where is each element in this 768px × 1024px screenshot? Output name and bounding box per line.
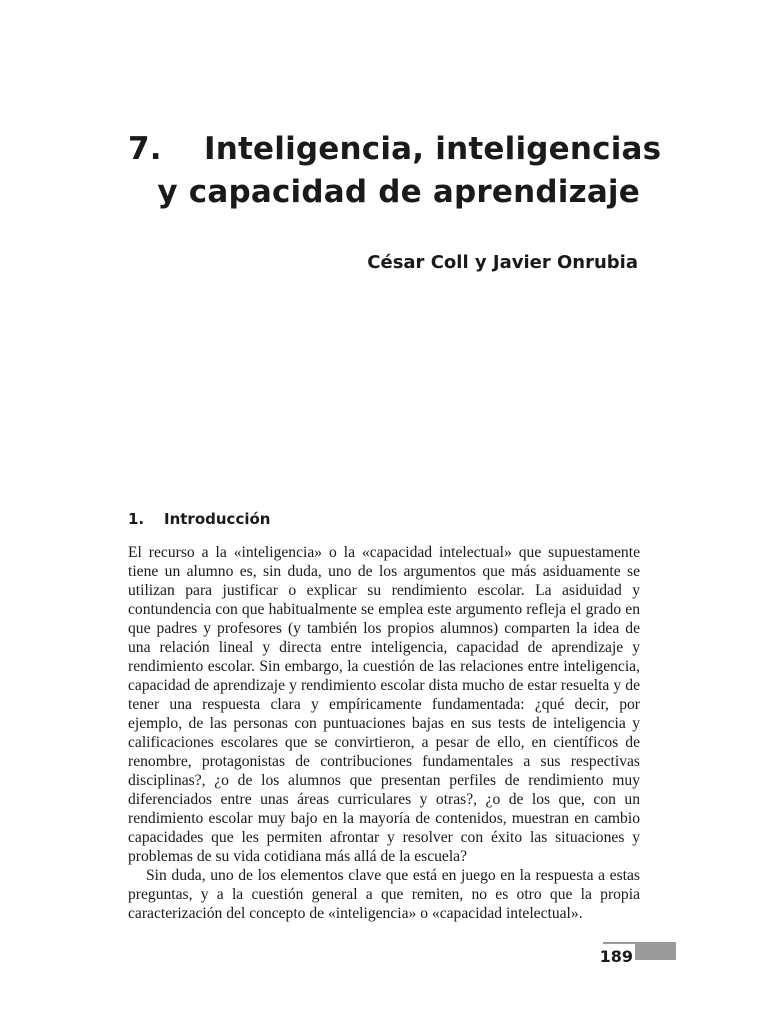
paragraph-1: El recurso a la «inteligencia» o la «capacidad intelectual» que supuestamente tiene un alumno es, sin duda, uno de los argumentos que más asiduamente se utilizan para justificar o explicar su rendimiento escolar. La asiduidad y contundencia con que habitualmente se emplea este argumento refleja el grado en que padres y profesores (y también los propios alumnos) comparten la idea de una relación lineal y directa entre inteligencia, capacidad de aprendizaje y rendimiento escolar. Sin embargo, la cuestión de las relaciones entre inteligencia, capacidad de aprendizaje y rendimiento escolar dista mucho de estar resuelta y de tener una respuesta clara y empíricamente fundamentada: ¿qué decir, por ejemplo, de las personas con puntuaciones bajas en sus tests de inteligencia y calificaciones escolares que se convirtieron, a pesar de ello, en científicos de renombre, protagonistas de contribuciones fundamentales a sus respectivas disciplinas?, ¿o de los alumnos que presentan perfiles de rendimiento muy diferenciados entre unas áreas curriculares y otras?, ¿o de los que, con un rendimiento escolar muy bajo en la mayoría de contenidos, muestran en cambio capacidades que les permiten afrontar y resolver con éxito las situaciones y problemas de su vida cotidiana más allá de la escuela? xyxy=(128,544,640,865)
section-heading xyxy=(128,508,270,530)
chapter-title xyxy=(128,128,662,214)
chapter-authors: César Coll y Javier Onrubia xyxy=(367,252,638,273)
paragraph-2: Sin duda, uno de los elementos clave que está en juego en la respuesta a estas preguntas, y a la cuestión general a que remiten, no es otro que la propia caracterización del concepto de «inteligencia» o «capacidad intelectual». xyxy=(128,867,640,922)
section-title: Introducción xyxy=(164,510,271,528)
section-number: 1. xyxy=(128,510,145,528)
chapter-number: 7. xyxy=(128,131,162,167)
chapter-title-row-1 xyxy=(128,128,662,171)
chapter-title-line-2: y capacidad de aprendizaje xyxy=(157,174,640,210)
body-text xyxy=(128,543,640,923)
chapter-title-line-1: Inteligencia, inteligencias xyxy=(204,131,662,167)
page-number: 189 xyxy=(596,944,635,970)
